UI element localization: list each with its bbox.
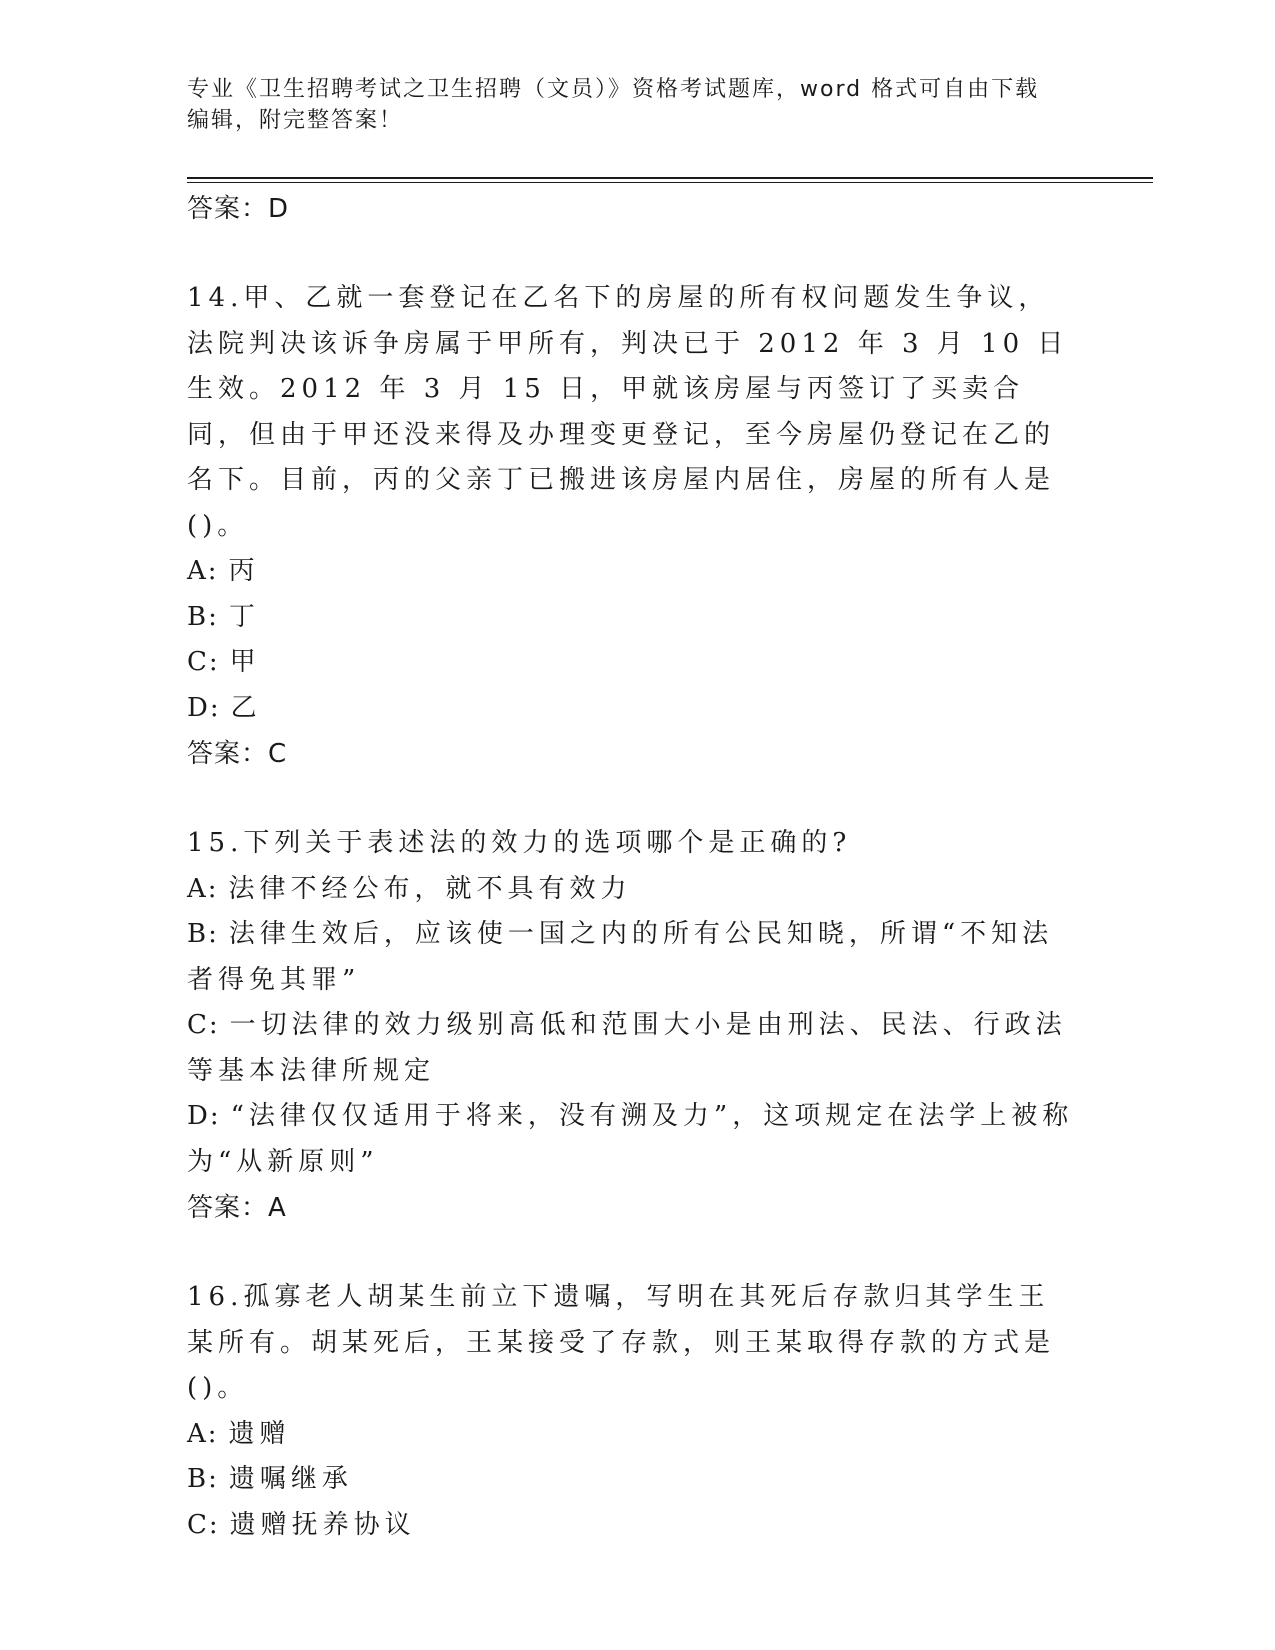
header-rule-thick — [187, 177, 1153, 179]
question-16-option-c: C: 遗赠抚养协议 — [187, 1509, 416, 1540]
header-rule-thin — [187, 182, 1153, 183]
question-16-text: 16.孤寡老人胡某生前立下遗嘱，写明在其死后存款归其学生王某所有。胡某死后，王某接受了存款，则王某取得存款的方式是()。 — [187, 1282, 1056, 1403]
question-14 — [187, 276, 1077, 777]
question-14-option-c: C: 甲 — [187, 647, 261, 677]
question-15-option-d: D: “法律仅仅适用于将来，没有溯及力”，这项规定在法学上被称为“从新原则” — [187, 1101, 1074, 1177]
question-16-option-a: A: 遗赠 — [187, 1418, 291, 1449]
question-14-option-d: D: 乙 — [187, 692, 262, 723]
question-16-option-b: B: 遗嘱继承 — [187, 1464, 353, 1494]
question-15 — [187, 821, 1077, 1231]
question-14-text: 14.甲、乙就一套登记在乙名下的房屋的所有权问题发生争议，法院判决该诉争房属于甲所有，判决已于 2012 年 3 月 10 日生效。2012 年 3 月 15 日，甲就该房屋与丙签订了买卖合同，但由于甲还没来得及办理变更登记，至今房屋仍登记在乙的名下。目前，丙的父亲丁已搬进该房屋内居住，房屋的所有人是()。 — [187, 283, 1069, 541]
question-14-option-b: B: 丁 — [187, 601, 260, 632]
question-14-option-a: A: 丙 — [187, 556, 260, 586]
answer-q14: 答案：C — [187, 739, 288, 769]
document-body — [187, 186, 1077, 1548]
spacer — [187, 1231, 1077, 1275]
document-header — [187, 74, 1067, 136]
header-line-2: 编辑，附完整答案！ — [187, 108, 404, 133]
question-15-option-b: B: 法律生效后，应该使一国之内的所有公民知晓，所谓“不知法者得免其罪” — [187, 919, 1054, 995]
answer-q13: 答案：D — [187, 194, 290, 224]
spacer — [187, 232, 1077, 276]
spacer — [187, 777, 1077, 821]
header-line-1: 专业《卫生招聘考试之卫生招聘（文员）》资格考试题库，word 格式可自由下载 — [187, 77, 1040, 102]
answer-q15: 答案：A — [187, 1193, 287, 1223]
question-15-text: 15.下列关于表述法的效力的选项哪个是正确的? — [187, 828, 852, 858]
question-15-option-c: C: 一切法律的效力级别高低和范围大小是由刑法、民法、行政法等基本法律所规定 — [187, 1010, 1067, 1086]
question-15-option-a: A: 法律不经公布，就不具有效力 — [187, 873, 632, 904]
question-16 — [187, 1275, 1077, 1548]
